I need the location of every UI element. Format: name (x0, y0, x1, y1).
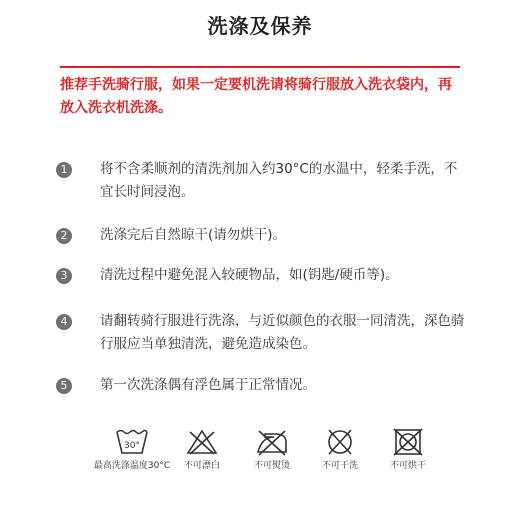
no-tumble-dry-icon (391, 428, 425, 456)
wash-notice: 推荐手洗骑行服，如果一定要机洗请将骑行服放入洗衣袋内，再放入洗衣机洗涤。 (60, 66, 460, 120)
step-number-badge: 4 (56, 314, 72, 330)
step-text: 将不含柔顺剂的清洗剂加入约30°C的水温中，轻柔手洗，不宜长时间浸泡。 (100, 161, 458, 200)
care-label: 不可熨烫 (253, 461, 290, 471)
step-text: 请翻转骑行服进行洗涤，与近似颜色的衣服一同清洗，深色骑行服应当单独清洗，避免造成染色。 (100, 313, 465, 352)
step-number-badge: 3 (56, 268, 72, 284)
care-label: 不可漂白 (183, 461, 220, 471)
step-item (56, 310, 466, 356)
step-text: 洗涤完后自然晾干(请勿烘干)。 (100, 227, 287, 243)
care-symbol-tumble-dry (368, 428, 448, 473)
no-dry-clean-icon (323, 428, 357, 456)
care-label: 不可烘干 (389, 461, 426, 471)
step-item (56, 224, 466, 247)
no-bleach-icon (185, 428, 219, 456)
care-symbol-bleach (162, 428, 242, 473)
step-number-badge: 2 (56, 228, 72, 244)
no-iron-icon (255, 428, 289, 456)
step-text: 清洗过程中避免混入较硬物品，如(钥匙/硬币等)。 (100, 267, 399, 283)
step-number-badge: 1 (56, 162, 72, 178)
step-number-badge: 5 (56, 378, 72, 394)
step-item (56, 158, 466, 204)
step-text: 第一次洗涤偶有浮色属于正常情况。 (100, 377, 316, 393)
care-label: 不可干洗 (321, 461, 358, 471)
page-title: 洗涤及保养 (207, 14, 313, 38)
step-item (56, 264, 466, 287)
svg-text:30°: 30° (124, 441, 140, 451)
care-label: 最高洗涤温度30°C (93, 461, 171, 471)
hand-wash-30-icon (115, 428, 149, 456)
step-item (56, 374, 466, 397)
care-symbol-wash (92, 428, 172, 473)
